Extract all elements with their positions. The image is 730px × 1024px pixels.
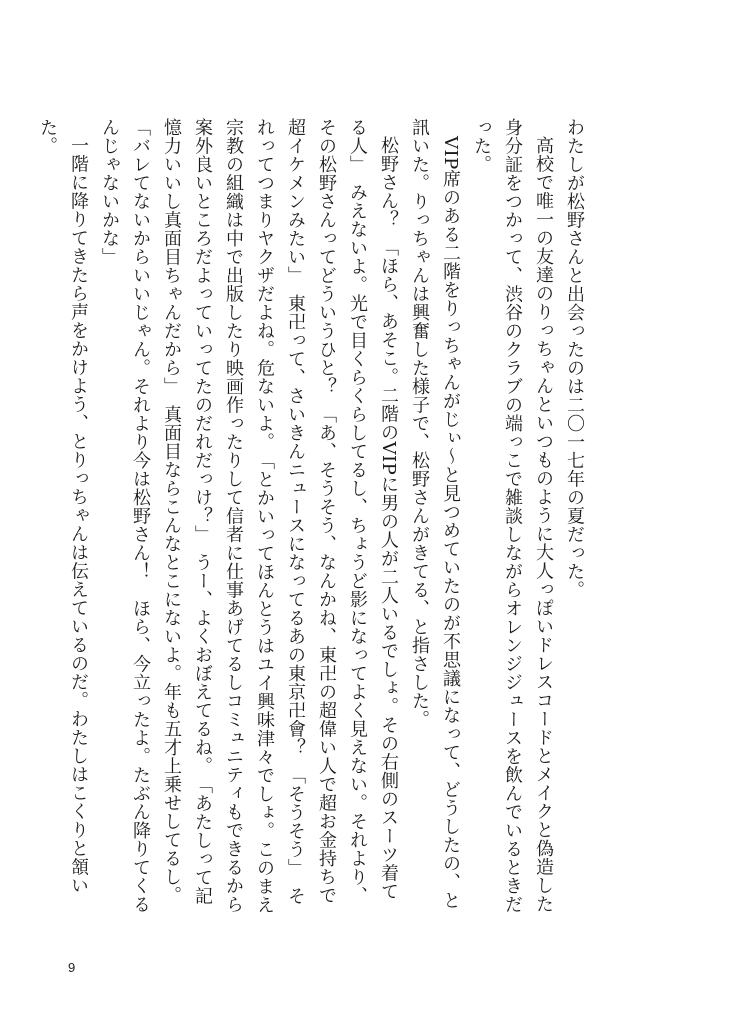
paragraph: 一階に降りてきたら声をかけよう、とりっちゃんは伝えているのだ。わたしはこくりと頷いた。 [37, 118, 89, 895]
vertical-text-body [37, 118, 590, 918]
paragraph: VIP席のある二階をりっちゃんがじぃ〜と見つめていたのが不思議になって、どうしたの、と訊いた。りっちゃんは興奮した様子で、松野さんがきてる、と指さした。 [409, 118, 461, 910]
paragraph: わたしが松野さんと出会ったのは二〇一七年の夏だった。 [564, 118, 585, 599]
page-number: 9 [68, 960, 76, 975]
paragraph: 高校で唯一の友達のりっちゃんといつものように大人っぽいドレスコードとメイクと偽造した身分証をつかって、渋谷のクラブの端っこで雑談しながらオレンジジュースを飲んでいるときだった。 [471, 118, 554, 914]
paragraph: 松野さん？ 「ほら、あそこ。二階のVIPに男の人が二人いるでしょ。その右側のスーツ着てる人」 みえないよ。光で目くらくらしてるし、ちょうど影になってよく見えない。それより、その松野さんってどういうひと？ 「あ、そうそう、なんかね、東卍の超偉い人で超お金持ちで超イケメンみたい」 東卍って、さいきんニュースになってるあの東京卍會？ 「そうそう」 それってつまりヤクザだよね。危ないよ。 「とかいってほんとうはユイ興味津々でしょ。このまえ宗教の組織は中で出版したり映画作ったりして信者に仕事あげてるしコミュニティもできるから案外良いところだよっていってたのだれだっけ？」 うー、よくおぼえてるね。 「あたしって記憶力いいし真面目ちゃんだから」 真面目ならこんなとこにないよ。年も五才上乗せしてるし。「バレてないからいいじゃん。それより今は松野さん！ ほら、今立ったよ。たぶん降りてくるんじゃないかな」 [99, 118, 399, 914]
